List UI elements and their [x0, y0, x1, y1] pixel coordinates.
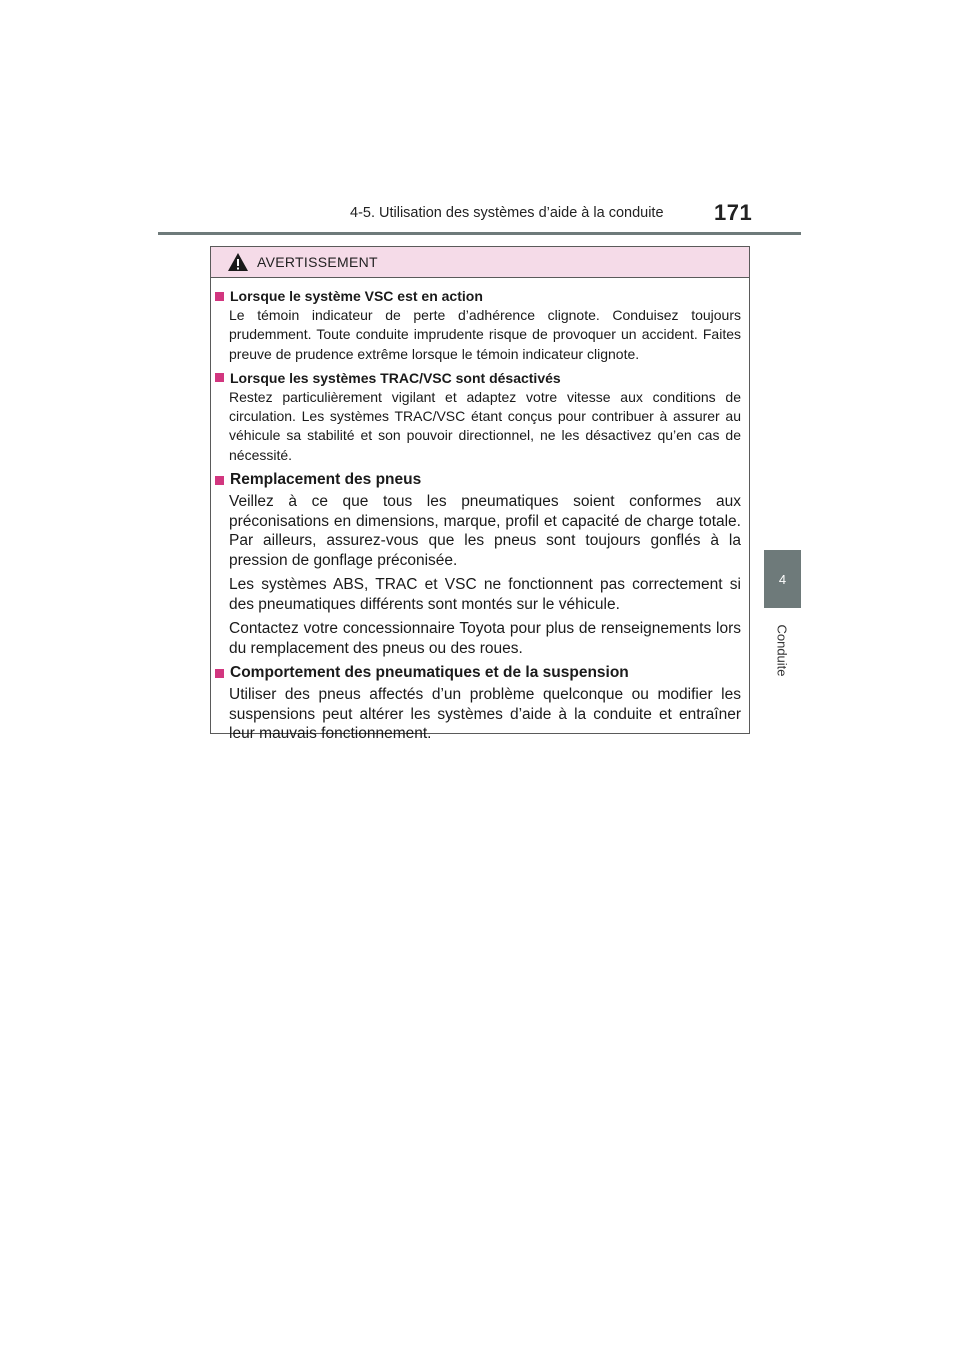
bullet-square-icon [215, 476, 224, 485]
bullet-square-icon [215, 669, 224, 678]
section-title: 4-5. Utilisation des systèmes d’aide à la conduite [350, 205, 664, 221]
bullet-square-icon [215, 373, 224, 382]
item-paragraph: Le témoin indicateur de perte d’adhérence clignote. Conduisez toujours prudemment. Toute conduite imprudente risque de provoquer un accident. Faites preuve de prudence extrême lorsque le témoin indicateur clignote. [229, 307, 741, 362]
warning-header [211, 247, 749, 278]
header-divider [158, 232, 801, 235]
warning-item-tire-replacement [215, 471, 741, 658]
warning-item-vsc-active [215, 288, 741, 364]
warning-title: AVERTISSEMENT [257, 254, 378, 270]
warning-box [210, 246, 750, 743]
warning-item-tire-suspension [215, 664, 741, 744]
item-heading-text: Lorsque les systèmes TRAC/VSC sont désactivés [230, 369, 561, 386]
chapter-label-text: Conduite [775, 623, 791, 677]
chapter-number: 4 [778, 571, 787, 587]
item-paragraph: Contactez votre concessionnaire Toyota pour plus de renseignements lors du remplacement des pneus ou des roues. [229, 620, 741, 657]
item-heading-text: Lorsque le système VSC est en action [230, 288, 483, 304]
bullet-square-icon [215, 292, 224, 301]
item-paragraph: Utiliser des pneus affectés d’un problème quelconque ou modifier les suspensions peut altérer les systèmes d’aide à la conduite et entraîner leur mauvais fonctionnement. [229, 686, 741, 743]
chapter-label [764, 615, 801, 685]
item-heading [215, 471, 741, 489]
item-paragraph: Les systèmes ABS, TRAC et VSC ne fonctionnent pas correctement si des pneumatiques différents sont montés sur le véhicule. [229, 576, 741, 613]
chapter-tab[interactable] [764, 550, 801, 608]
item-heading [215, 370, 741, 386]
page-number: 171 [714, 200, 753, 225]
item-paragraph: Restez particulièrement vigilant et adaptez votre vitesse aux conditions de circulation. Les systèmes TRAC/VSC étant conçus pour contribuer à assurer au véhicule sa stabilité et son pouvoir directionnel, ne les désactivez qu’en cas de nécessité. [229, 388, 741, 463]
item-heading-text: Remplacement des pneus [230, 471, 422, 489]
warning-item-trac-vsc-off [215, 370, 741, 465]
item-heading [215, 664, 741, 682]
item-paragraph: Veillez à ce que tous les pneumatiques soient conformes aux préconisations en dimensions, marque, profil et capacité de charge totale. Par ailleurs, assurez-vous que les pneus sont toujours gonflés à la pression de gonflage préconisée. [229, 493, 741, 569]
warning-body [211, 278, 749, 744]
warning-triangle-icon [227, 252, 249, 272]
item-heading [215, 288, 741, 304]
item-heading-text: Comportement des pneumatiques et de la suspension [230, 664, 629, 682]
